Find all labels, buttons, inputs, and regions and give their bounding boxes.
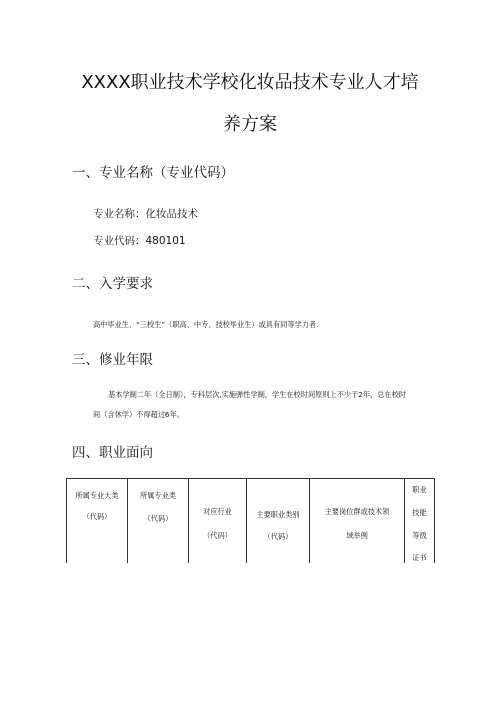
table-header-text: 对应行业: [203, 507, 232, 516]
table-header-text: 所属专业类: [140, 491, 176, 500]
table-header-cell-certificate: [405, 479, 435, 564]
document-title-line-1: XXXX职业技术学校化妆品技术专业人才培: [81, 72, 419, 93]
table-header-text: 证书: [412, 553, 427, 562]
section-heading-major-name: 一、专业名称（专业代码）: [72, 165, 234, 181]
table-header-text: （代码）: [263, 532, 293, 541]
section-heading-duration: 三、修业年限: [72, 352, 153, 368]
major-name-line: 专业名称：化妆品技术: [93, 208, 198, 220]
table-header-cell-major-class: [128, 479, 189, 564]
section-heading-admission: 二、入学要求: [72, 276, 153, 292]
duration-text-line-1: 基本学制二年（全日制），专科层次,实施弹性学制，学生在校时间原则上不少于2年，总在校时: [108, 390, 406, 399]
table-header-text: （代码）: [143, 514, 173, 523]
table-header-text: 域举例: [346, 531, 368, 540]
table-header-text: 主要岗位群或技术领: [324, 507, 390, 516]
table-header-text: 技能: [412, 508, 427, 517]
table-header-text: 所属专业大类: [75, 491, 119, 500]
admission-text: 高中毕业生、“三校生”（职高、中专、技校毕业生）或具有同等学力者.: [93, 320, 319, 329]
table-header-cell-positions: [310, 479, 405, 564]
table-header-text: （代码）: [82, 512, 112, 521]
table-header-text: 主要职业类别: [256, 510, 300, 519]
table-header-text: 等级: [412, 531, 427, 540]
table-header-text: 职业: [412, 485, 427, 494]
duration-text-line-2: 间（含休学）不得超过6年。: [93, 410, 184, 419]
table-header-cell-occupation: [247, 479, 310, 564]
table-row: [67, 479, 435, 564]
table-header-text: （代码）: [203, 531, 232, 540]
table-header-cell-industry: [189, 479, 247, 564]
table-header-cell-major-category: [67, 479, 128, 564]
major-code-line: 专业代码：480101: [93, 235, 186, 247]
section-heading-career: 四、职业面向: [72, 445, 153, 461]
career-orientation-table: [66, 478, 435, 563]
document-title-line-2: 养方案: [223, 114, 277, 135]
